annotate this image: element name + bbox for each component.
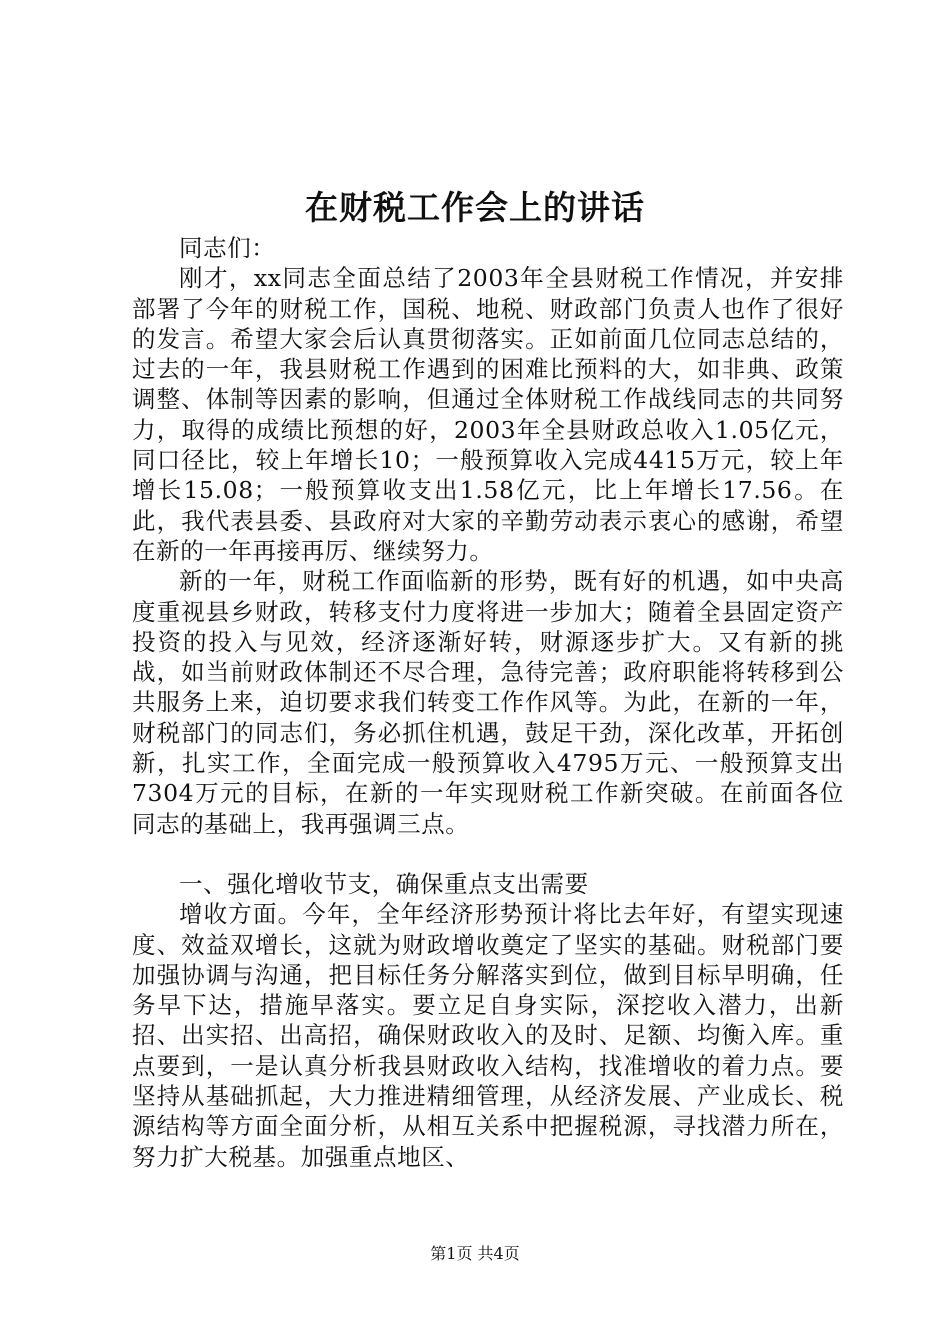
document-body bbox=[132, 233, 844, 1172]
paragraph-2: 新的一年，财税工作面临新的形势，既有好的机遇，如中央高度重视县乡财政，转移支付力度将进一步加大；随着全县固定资产投资的投入与见效，经济逐渐好转，财源逐步扩大。又有新的挑战，如当前财政体制还不尽合理，急待完善；政府职能将转移到公共服务上来，迫切要求我们转变工作作风等。为此，在新的一年，财税部门的同志们，务必抓住机遇，鼓足干劲，深化改革，开拓创新，扎实工作，全面完成一般预算收入4795万元、一般预算支出7304万元的目标，在新的一年实现财税工作新突破。在前面各位同志的基础上，我再强调三点。 bbox=[132, 567, 844, 838]
document-title: 在财税工作会上的讲话 bbox=[305, 188, 645, 227]
section-heading: 一、强化增收节支，确保重点支出需要 bbox=[179, 869, 589, 898]
greeting: 同志们： bbox=[179, 234, 276, 262]
section-paragraph-1: 增收方面。今年，全年经济形势预计将比去年好，有望实现速度、效益双增长，这就为财政增收奠定了坚实的基础。财税部门要加强协调与沟通，把目标任务分解落实到位，做到目标早明确，任务早下达，措施早落实。要立足自身实际，深挖收入潜力，出新招、出实招、出高招，确保财政收入的及时、足额、均衡入库。重点要到，一是认真分析我县财政收入结构，找准增收的着力点。要坚持从基础抓起，大力推进精细管理，从经济发展、产业成长、税源结构等方面全面分析，从相互关系中把握税源，寻找潜力所在，努力扩大税基。加强重点地区、 bbox=[132, 900, 844, 1171]
page-footer: 第1页 共4页 bbox=[430, 1244, 520, 1263]
paragraph-1: 刚才，xx同志全面总结了2003年全县财税工作情况，并安排部署了今年的财税工作，国税、地税、财政部门负责人也作了很好的发言。希望大家会后认真贯彻落实。正如前面几位同志总结的，过去的一年，我县财税工作遇到的困难比预料的大，如非典、政策调整、体制等因素的影响，但通过全体财税工作战线同志的共同努力，取得的成绩比预想的好，2003年全县财政总收入1.05亿元，同口径比，较上年增长10；一般预算收入完成4415万元，较上年增长15.08；一般预算收支出1.58亿元，比上年增长17.56。在此，我代表县委、县政府对大家的辛勤劳动表示衷心的感谢，希望在新的一年再接再厉、继续努力。 bbox=[132, 264, 844, 565]
